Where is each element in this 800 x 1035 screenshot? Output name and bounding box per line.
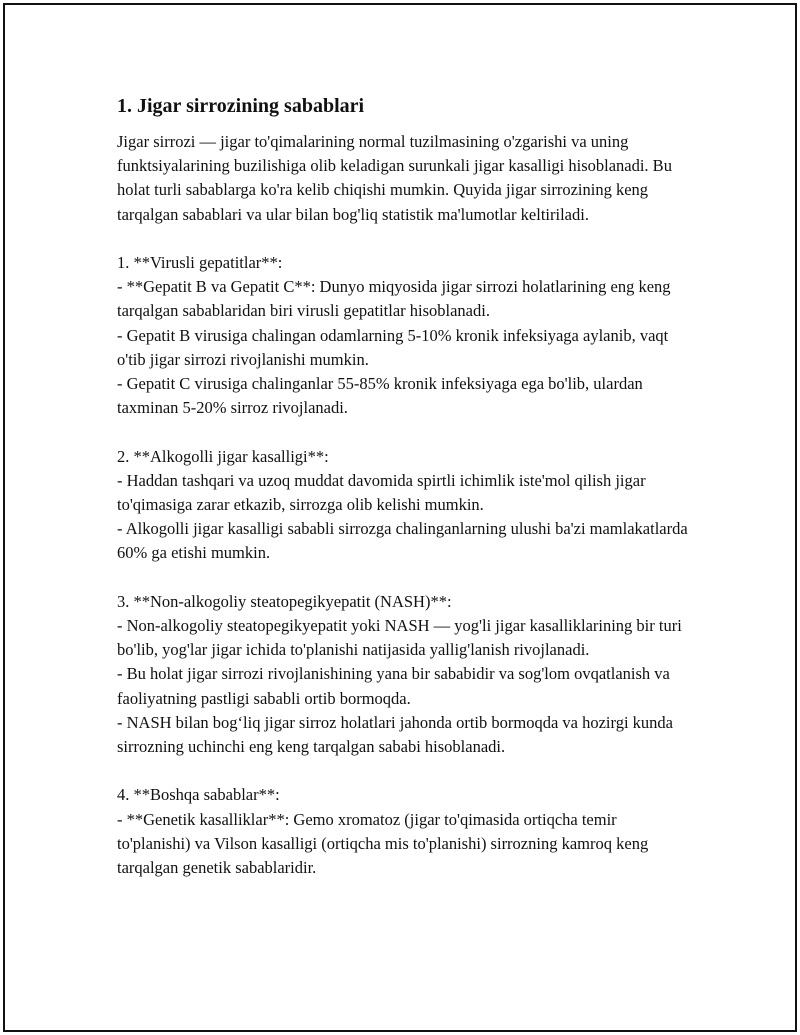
section-title: 2. **Alkogolli jigar kasalligi**: [117,446,329,466]
section-title: 1. **Virusli gepatitlar**: [117,253,283,272]
spacer [117,227,692,251]
list-item: - Non-alkogoliy steatopegikyepatit yoki NASH — yog'li jigar kasalliklarining bir turi bo'lib, yog'lar jigar ichida to'planishi natijasida yallig'lanish rivojlanadi. [117,616,682,660]
spacer [117,566,692,590]
list-item: - Gepatit B virusiga chalingan odamlarning 5-10% kronik infeksiyaga aylanib, vaqt o'tib jigar sirrozi rivojlanishi mumkin. [117,325,669,369]
list-item: - Alkogolli jigar kasalligi sababli sirrozga chalinganlarning ulushi ba'zi mamlakatlarda 60% ga etishi mumkin. [117,519,688,563]
list-item: - Gepatit C virusiga chalinganlar 55-85% kronik infeksiyaga ega bo'lib, ulardan taxminan 5-20% sirroz rivojlanadi. [117,374,643,418]
list-item: - Bu holat jigar sirrozi rivojlanishining yana bir sababidir va sog'lom ovqatlanish va faoliyatning pastligi sababli ortib bormoqda. [117,664,670,708]
spacer [117,420,692,444]
intro-paragraph: Jigar sirrozi — jigar to'qimalarining normal tuzilmasining o'zgarishi va uning funktsiyalarining buzilishiga olib keladigan surunkali jigar kasalligi hisoblanadi. Bu holat turli sabablarga ko'ra kelib chiqishi mumkin. Quyida jigar sirrozining keng tarqalgan sabablari va ular bilan bog'liq statistik ma'lumotlar keltiriladi. [117,132,672,224]
list-item: - NASH bilan bog‘liq jigar sirroz holatlari jahonda ortib bormoqda va hozirgi kunda sirrozning uchinchi eng keng tarqalgan sababi hisoblanadi. [117,712,673,757]
list-item: - Haddan tashqari va uzoq muddat davomida spirtli ichimlik iste'mol qilish jigar to'qimasiga zarar etkazib, sirrozga olib kelishi mumkin. [117,470,646,515]
document-body [117,94,692,880]
list-item: - **Genetik kasalliklar**: Gemo xromatoz (jigar to'qimasida ortiqcha temir to'planishi) va Vilson kasalligi (ortiqcha mis to'planishi) sirrozning kamroq keng tarqalgan genetik sabablaridir. [117,809,649,878]
list-item: - **Gepatit B va Gepatit C**: Dunyo miqyosida jigar sirrozi holatlarining eng keng tarqalgan sabablaridan biri virusli gepatitlar hisoblanadi. [117,277,671,321]
section-title: 3. **Non-alkogoliy steatopegikyepatit (NASH)**: [117,591,452,611]
spacer [117,759,692,783]
document-heading: 1. Jigar sirrozining sabablari [117,95,365,117]
section-title: 4. **Boshqa sabablar**: [117,785,280,805]
